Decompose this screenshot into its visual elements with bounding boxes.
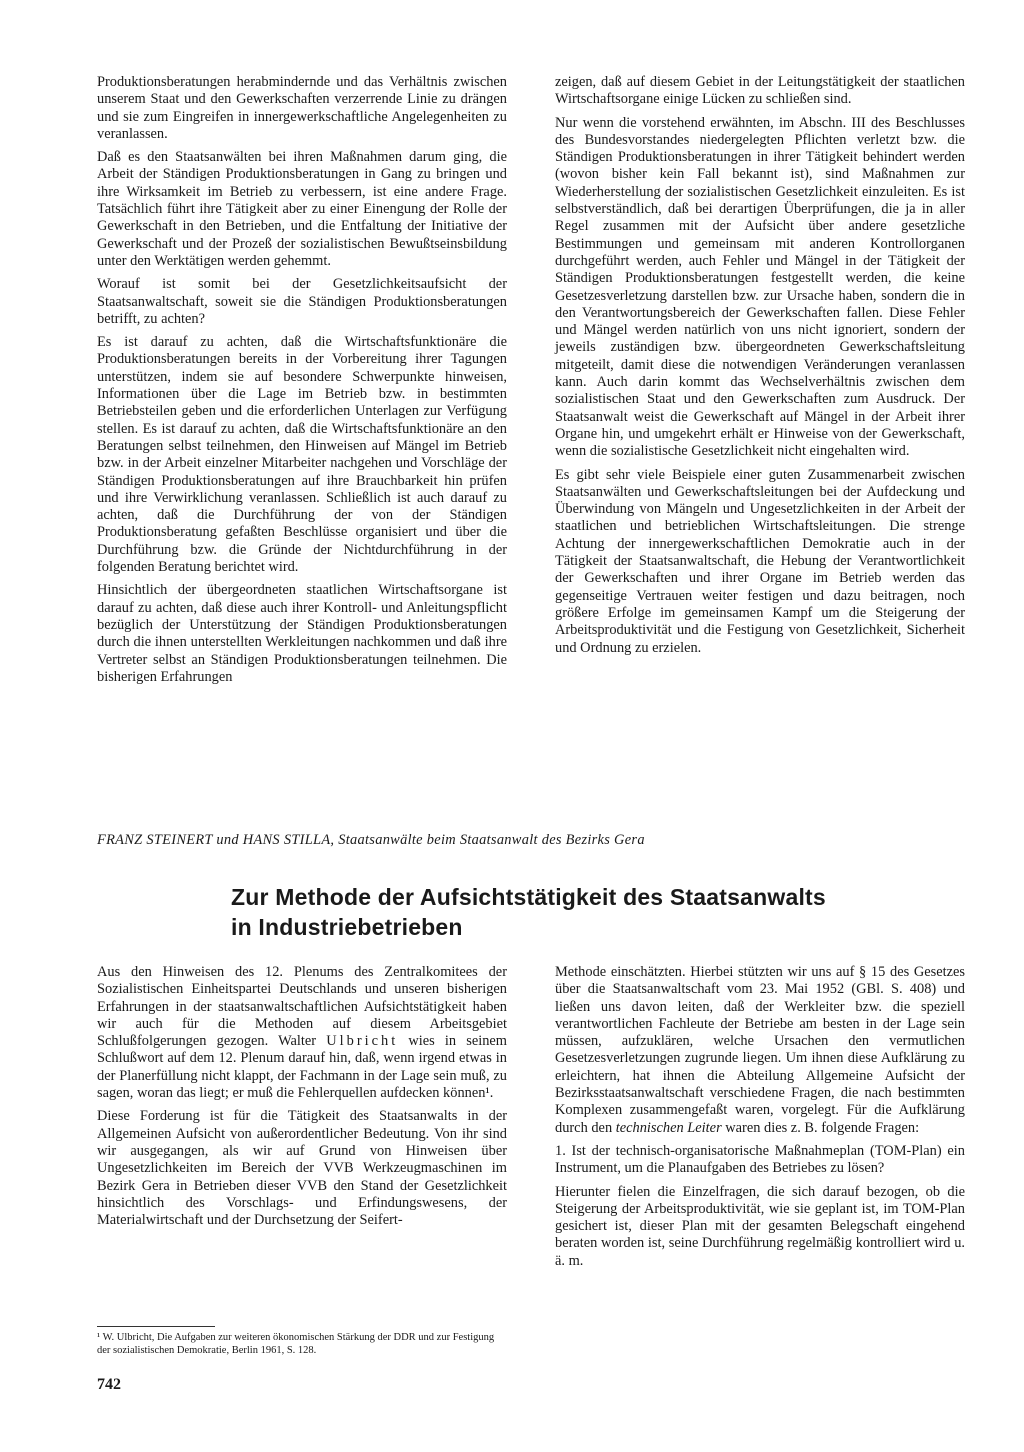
paragraph: Nur wenn die vorstehend erwähnten, im Abschn. III des Beschlusses des Bundesvorstandes niedergelegten Pflichten verletzt bzw. die Ständigen Produktionsberatungen in ihrer Tätigkeit behindert werden (wovon bisher kein Fall bekannt ist), sind Maßnahmen zur Wiederherstellung der sozialistischen Gesetzlichkeit einzuleiten. Es ist selbstverständlich, daß bei derartigen Überprüfungen, die ja in aller Regel zusammen mit der Aufsicht über andere gesetzliche Bestimmungen und gemeinsam mit anderen Kontrollorganen durchgeführt werden, auch Fehler und Mängel in der Tätigkeit der Ständigen Produktionsberatungen festgestellt werden, die keine Gesetzesverletzung darstellen bzw. zur Ursache haben, sondern die in den Verantwortungsbereich der Gewerkschaften fallen. Diese Fehler und Mängel werden natürlich von uns nicht ignoriert, sondern der jeweils zuständigen bzw. übergeordneten Gewerkschaftsleitung mitgeteilt, damit diese die notwendigen Veränderungen veranlassen kann. Auch darin kommt das Wechselverhältnis zwischen dem sozialistischen Staat und den Gewerkschaften zum Ausdruck. Der Staatsanwalt weist die Gewerkschaft auf Mängel in der Arbeit ihrer Organe hin, und umgekehrt erhält er Hinweise von der Gewerkschaft, wenn die sozialistische Gesetzlichkeit nicht eingehalten wird. xyxy=(555,114,965,460)
paragraph: Diese Forderung ist für die Tätigkeit des Staatsanwalts in der Allgemeinen Aufsicht von außerordentlicher Bedeutung. Von ihr sind wir ausgegangen, als wir auf Grund von Hinweisen über Ungesetzlichkeiten im Bereich der VVB Werkzeugmaschinen im Bezirk Gera in Betrieben dieser VVB den Stand der Gesetzlichkeit hinsichtlich des Vorschlags- und Erfindungswesens, der Materialwirtschaft und der Durchsetzung der Seifert- xyxy=(97,1108,507,1229)
top-left-column xyxy=(97,74,507,692)
paragraph xyxy=(97,964,507,1102)
emphasis: technischen Leiter xyxy=(615,1119,722,1136)
bottom-left-column xyxy=(97,964,507,1235)
top-right-column xyxy=(555,74,965,663)
text-run: waren dies z. B. folgende Fragen: xyxy=(725,1119,920,1136)
footnote: ¹ W. Ulbricht, Die Aufgaben zur weiteren ökonomischen Stärkung der DDR und zur Festigung der sozialistischen Demokratie, Berlin 1961, S. 128. xyxy=(97,1332,495,1356)
text-run: Methode einschätzten. Hierbei stützten wir uns auf § 15 des Gesetzes über die Staatsanwaltschaft vom 23. Mai 1952 (GBl. S. 408) und ließen uns davon leiten, daß der Werkleiter bzw. die speziell verantwortlichen Fachleute der Betriebe am besten in der Lage sein müssen, aufzuklären, welche Ursachen den vermutlichen Gesetzesverletzungen zugrunde liegen. Um ihnen diese Aufklärung zu erleichtern, hat ihnen die Abteilung Allgemeine Aufsicht der Bezirksstaatsanwaltschaft verschiedene Fragen, die nach bestimmten Komplexen zusammengefaßt waren, vorgelegt. Für die Aufklärung durch den xyxy=(555,964,965,1136)
text-run: wies in seinem Schlußwort auf dem 12. Plenum darauf hin, daß, wenn irgend etwas in der Planerfüllung nicht klappt, der Fachmann in der Lage sein muß, zu sagen, woran das liegt; er muß die Fehlerquellen aufdecken können¹. xyxy=(97,1033,507,1102)
paragraph: Hierunter fielen die Einzelfragen, die sich darauf bezogen, ob die Steigerung der Arbeitsproduktivität, wie sie geplant ist, im TOM-Plan gesichert ist, dieser Plan mit der gesamten Belegschaft eingehend beraten worden ist, seine Durchführung regelmäßig kontrolliert wird u. ä. m. xyxy=(555,1183,965,1269)
title-line: Zur Methode der Aufsichtstätigkeit des Staatsanwalts xyxy=(231,884,826,910)
bottom-right-column xyxy=(555,964,965,1276)
article-title xyxy=(231,882,931,942)
title-line: in Industriebetrieben xyxy=(231,914,463,940)
paragraph: Daß es den Staatsanwälten bei ihren Maßnahmen darum ging, die Arbeit der Ständigen Produktionsberatungen in Gang zu bringen und ihre Wirksamkeit im Betrieb zu verbessern, ist eine andere Frage. Tatsächlich führt ihre Tätigkeit aber zu einer Einengung der Rolle der Gewerkschaft in den Betrieben, und die Entfaltung der Initiative der Gewerkschaft und der Prozeß der sozialistischen Bewußtseinsbildung unter den Werktätigen werden gehemmt. xyxy=(97,149,507,269)
paragraph: 1. Ist der technisch-organisatorische Maßnahmeplan (TOM-Plan) ein Instrument, um die Planaufgaben des Betriebes zu lösen? xyxy=(555,1142,965,1177)
spaced-name: Ulbricht xyxy=(326,1033,399,1050)
paragraph: Produktionsberatungen herabmindernde und das Verhältnis zwischen unserem Staat und den Gewerkschaften verzerrende Linie zu drängen und sie zum Eingreifen in innergewerkschaftliche Angelegenheiten zu veranlassen. xyxy=(97,74,507,142)
text-run: Aus den Hinweisen des 12. Plenums des Zentralkomitees der Sozialistischen Einheitspartei Deutschlands und unseren bisherigen Erfahrungen in der staatsanwaltschaftlichen Aufsichtstätigkeit haben wir auch für die Methoden auf diesem Arbeitsgebiet Schlußfolgerungen gezogen. Walter xyxy=(97,964,507,1050)
paragraph xyxy=(555,964,965,1137)
paragraph: Hinsichtlich der übergeordneten staatlichen Wirtschaftsorgane ist darauf zu achten, daß diese auch ihrer Kontroll- und Anleitungspflicht bezüglich der Unterstützung der Ständigen Produktionsberatungen durch die ihnen unterstellten Werkleitungen nachkommen und daß ihre Vertreter selbst an Ständigen Produktionsberatungen teilnehmen. Die bisherigen Erfahrungen xyxy=(97,582,507,685)
paragraph: Worauf ist somit bei der Gesetzlichkeitsaufsicht der Staatsanwaltschaft, soweit sie die Ständigen Produktionsberatungen betrifft, zu achten? xyxy=(97,276,507,327)
author-byline: FRANZ STEINERT und HANS STILLA, Staatsanwälte beim Staatsanwalt des Bezirks Gera xyxy=(97,832,645,848)
paragraph: Es gibt sehr viele Beispiele einer guten Zusammenarbeit zwischen Staatsanwälten und Gewerkschaftsleitungen bei der Aufdeckung und Überwindung von Mängeln und Ungesetzlichkeiten in der Arbeit der staatlichen und betrieblichen Wirtschaftsleitungen. Die strenge Achtung der innergewerkschaftlichen Demokratie auch in der Tätigkeit der Staatsanwaltschaft, die Hebung der Verantwortlichkeit der Gewerkschaften und ihrer Organe im Betrieb werden das gegenseitige Vertrauen weiter festigen und dazu beitragen, noch größere Erfolge im gemeinsamen Kampf um die Steigerung der Arbeitsproduktivität und die Festigung von Gesetzlichkeit, Sicherheit und Ordnung zu erzielen. xyxy=(555,466,965,656)
page-number: 742 xyxy=(97,1376,121,1393)
paragraph: Es ist darauf zu achten, daß die Wirtschaftsfunktionäre die Produktionsberatungen bereits in der Vorbereitung ihrer Tagungen unterstützen, indem sie auf besondere Schwerpunkte hinweisen, Informationen über die Lage im Betrieb bzw. in bestimmten Betriebsteilen geben und die erforderlichen Unterlagen zur Verfügung stellen. Es ist darauf zu achten, daß die Wirtschaftsfunktionäre an den Beratungen selbst teilnehmen, den Hinweisen auf Mängel im Betrieb bzw. in der Arbeit einzelner Mitarbeiter nachgehen und Vorschläge der Ständigen Produktionsberatungen auf ihre Brauchbarkeit hin prüfen und ihre Verwirklichung veranlassen. Schließlich ist auch darauf zu achten, daß die Durchführung der von der Ständigen Produktionsberatung gefaßten Beschlüsse organisiert und über die Durchführung bzw. die Gründe der Nichtdurchführung in der folgenden Beratung berichtet wird. xyxy=(97,334,507,576)
paragraph: zeigen, daß auf diesem Gebiet in der Leitungstätigkeit der staatlichen Wirtschaftsorgane einige Lücken zu schließen sind. xyxy=(555,74,965,108)
footnote-rule xyxy=(97,1326,215,1327)
